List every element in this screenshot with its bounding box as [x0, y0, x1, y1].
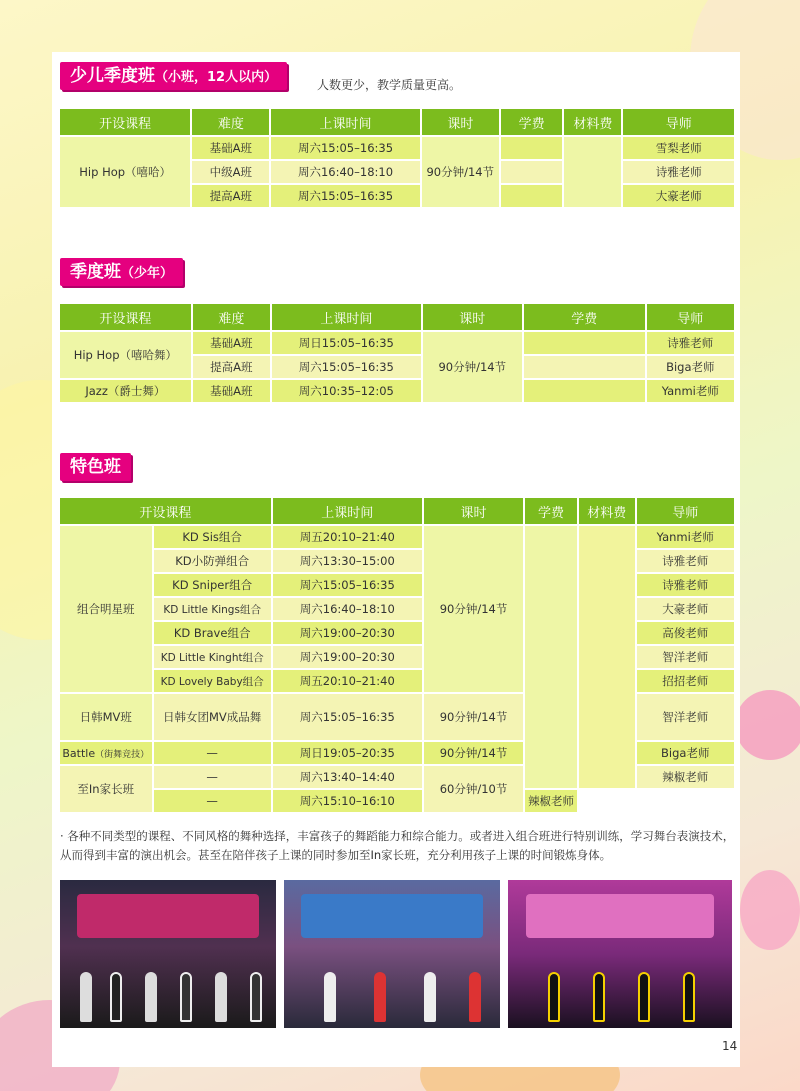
fee-cell [501, 161, 562, 183]
dancer-figure [548, 972, 560, 1022]
performance-photo-2 [282, 878, 502, 1030]
table-header-row [60, 109, 734, 135]
stage-banner [301, 894, 482, 938]
dancer-figure [180, 972, 192, 1022]
hours-cell: 90分钟/14节 [424, 526, 523, 692]
table-header-row [60, 498, 734, 524]
group-name-cell: 日韩女团MV成品舞 [154, 694, 271, 740]
header-cell: 学费 [524, 304, 645, 330]
group-name-cell: KD Sniper组合 [154, 574, 271, 596]
teacher-cell: 诗雅老师 [647, 332, 734, 354]
teacher-cell: 大豪老师 [637, 598, 735, 620]
table-row [60, 332, 734, 354]
header-cell: 开设课程 [60, 109, 190, 135]
dancer-figure [374, 972, 386, 1022]
header-cell: 难度 [193, 304, 270, 330]
header-cell: 课时 [422, 109, 499, 135]
performance-photo-1 [58, 878, 278, 1030]
level-cell: 中级A班 [192, 161, 269, 183]
course-cell: 组合明星班 [60, 526, 152, 692]
flower-decoration [735, 690, 800, 760]
heading-subtext: （少年） [121, 266, 174, 281]
header-cell: 导师 [647, 304, 734, 330]
section-heading-special [60, 453, 131, 481]
header-cell: 学费 [501, 109, 562, 135]
material-fee-cell [564, 137, 621, 207]
header-cell: 上课时间 [271, 109, 419, 135]
dancer-figure [424, 972, 436, 1022]
course-label: Battle [62, 746, 96, 760]
section-heading-teen-quarterly [60, 258, 183, 286]
dancer-figure [110, 972, 122, 1022]
time-cell: 周六16:40–18:10 [273, 598, 422, 620]
hours-cell: 60分钟/10节 [424, 766, 523, 812]
time-cell: 周五20:10–21:40 [273, 526, 422, 548]
dancer-figure [324, 972, 336, 1022]
fee-cell [524, 380, 645, 402]
group-name-cell: KD Little Kings组合 [154, 598, 271, 620]
header-cell: 上课时间 [273, 498, 422, 524]
group-name-cell: KD Sis组合 [154, 526, 271, 548]
time-cell: 周六15:05–16:35 [273, 574, 422, 596]
teacher-cell: Yanmi老师 [647, 380, 734, 402]
table-row [60, 380, 734, 402]
course-cell [60, 742, 152, 764]
dancer-figure [683, 972, 695, 1022]
dancer-figure [80, 972, 92, 1022]
group-name-cell: — [154, 766, 271, 788]
header-cell: 材料费 [579, 498, 635, 524]
level-cell: 提高A班 [192, 185, 269, 207]
time-cell: 周日15:05–16:35 [272, 332, 421, 354]
table-row [60, 137, 734, 159]
time-cell: 周六15:05–16:35 [271, 137, 419, 159]
dancer-figure [215, 972, 227, 1022]
teacher-cell: 智洋老师 [637, 646, 735, 668]
teacher-cell: Biga老师 [637, 742, 735, 764]
special-class-table [58, 496, 736, 814]
page-number: 14 [722, 1039, 738, 1053]
header-cell: 材料费 [564, 109, 621, 135]
heading-text: 少儿季度班 [70, 66, 155, 86]
time-cell: 周日19:05–20:35 [273, 742, 422, 764]
heading-text: 特色班 [70, 457, 121, 477]
time-cell: 周六15:05–16:35 [272, 356, 421, 378]
group-name-cell: KD Brave组合 [154, 622, 271, 644]
time-cell: 周六19:00–20:30 [273, 646, 422, 668]
group-name-cell: KD Little Kinght组合 [154, 646, 271, 668]
fee-cell [525, 526, 577, 788]
level-cell: 提高A班 [193, 356, 270, 378]
header-cell: 难度 [192, 109, 269, 135]
dancer-figure [638, 972, 650, 1022]
teacher-cell: 辣椒老师 [637, 766, 735, 788]
fee-cell [524, 356, 645, 378]
group-name-cell: KD Lovely Baby组合 [154, 670, 271, 692]
heading-text: 季度班 [70, 262, 121, 282]
section-note: 人数更少，教学质量更高。 [317, 78, 462, 92]
fee-cell [501, 137, 562, 159]
header-cell: 课时 [423, 304, 522, 330]
teacher-cell: 诗雅老师 [637, 574, 735, 596]
time-cell: 周六15:05–16:35 [273, 694, 422, 740]
dancer-figure [593, 972, 605, 1022]
fee-cell [501, 185, 562, 207]
group-name-cell: KD小防弹组合 [154, 550, 271, 572]
time-cell: 周五20:10–21:40 [273, 670, 422, 692]
course-cell: 至In家长班 [60, 766, 152, 812]
header-cell: 开设课程 [60, 498, 271, 524]
hours-cell: 90分钟/14节 [422, 137, 499, 207]
table-header-row [60, 304, 734, 330]
performance-photo-3 [506, 878, 734, 1030]
teacher-cell: 大豪老师 [623, 185, 734, 207]
table-row [60, 790, 734, 812]
stage-banner [77, 894, 258, 938]
time-cell: 周六10:35–12:05 [272, 380, 421, 402]
level-cell: 基础A班 [192, 137, 269, 159]
group-name-cell: — [154, 742, 271, 764]
dancer-figure [250, 972, 262, 1022]
time-cell: 周六13:30–15:00 [273, 550, 422, 572]
level-cell: 基础A班 [193, 380, 270, 402]
course-cell: Hip Hop（嘻哈） [60, 137, 190, 207]
time-cell: 周六15:10–16:10 [273, 790, 422, 812]
time-cell: 周六19:00–20:30 [273, 622, 422, 644]
teacher-cell: 诗雅老师 [623, 161, 734, 183]
course-note: （街舞竞技） [95, 749, 150, 760]
description-text: · 各种不同类型的课程、不同风格的舞种选择，丰富孩子的舞蹈能力和综合能力。或者进入组合班进行特别训练，学习舞台表演技术，从而得到丰富的演出机会。甚至在陪伴孩子上课的同时参加至In家长班，充分利用孩子上课的时间锻炼身体。 [60, 829, 735, 862]
teacher-cell: Biga老师 [647, 356, 734, 378]
header-cell: 课时 [424, 498, 523, 524]
teacher-cell: 辣椒老师 [525, 790, 577, 812]
teen-quarterly-table [58, 302, 736, 404]
header-cell: 上课时间 [272, 304, 421, 330]
time-cell: 周六13:40–14:40 [273, 766, 422, 788]
heading-subtext: （小班，12人以内） [155, 70, 278, 85]
teacher-cell: 雪梨老师 [623, 137, 734, 159]
fee-cell [524, 332, 645, 354]
header-cell: 导师 [623, 109, 734, 135]
hours-cell: 90分钟/14节 [424, 694, 523, 740]
teacher-cell: 招招老师 [637, 670, 735, 692]
teacher-cell: 诗雅老师 [637, 550, 735, 572]
stage-banner [526, 894, 714, 938]
kids-quarterly-table [58, 107, 736, 209]
time-cell: 周六16:40–18:10 [271, 161, 419, 183]
material-fee-cell [579, 526, 635, 788]
flower-decoration [740, 870, 800, 950]
hours-cell: 90分钟/14节 [424, 742, 523, 764]
course-cell: 日韩MV班 [60, 694, 152, 740]
header-cell: 学费 [525, 498, 577, 524]
header-cell: 开设课程 [60, 304, 191, 330]
section-heading-kids-quarterly [60, 62, 287, 90]
header-cell: 导师 [637, 498, 735, 524]
teacher-cell: 高俊老师 [637, 622, 735, 644]
teacher-cell: Yanmi老师 [637, 526, 735, 548]
table-row [60, 526, 734, 548]
dancer-figure [145, 972, 157, 1022]
course-cell: Jazz（爵士舞） [60, 380, 191, 402]
course-cell: Hip Hop（嘻哈舞） [60, 332, 191, 378]
dancer-figure [469, 972, 481, 1022]
level-cell: 基础A班 [193, 332, 270, 354]
teacher-cell: 智洋老师 [637, 694, 735, 740]
time-cell: 周六15:05–16:35 [271, 185, 419, 207]
group-name-cell: — [154, 790, 271, 812]
hours-cell: 90分钟/14节 [423, 332, 522, 402]
